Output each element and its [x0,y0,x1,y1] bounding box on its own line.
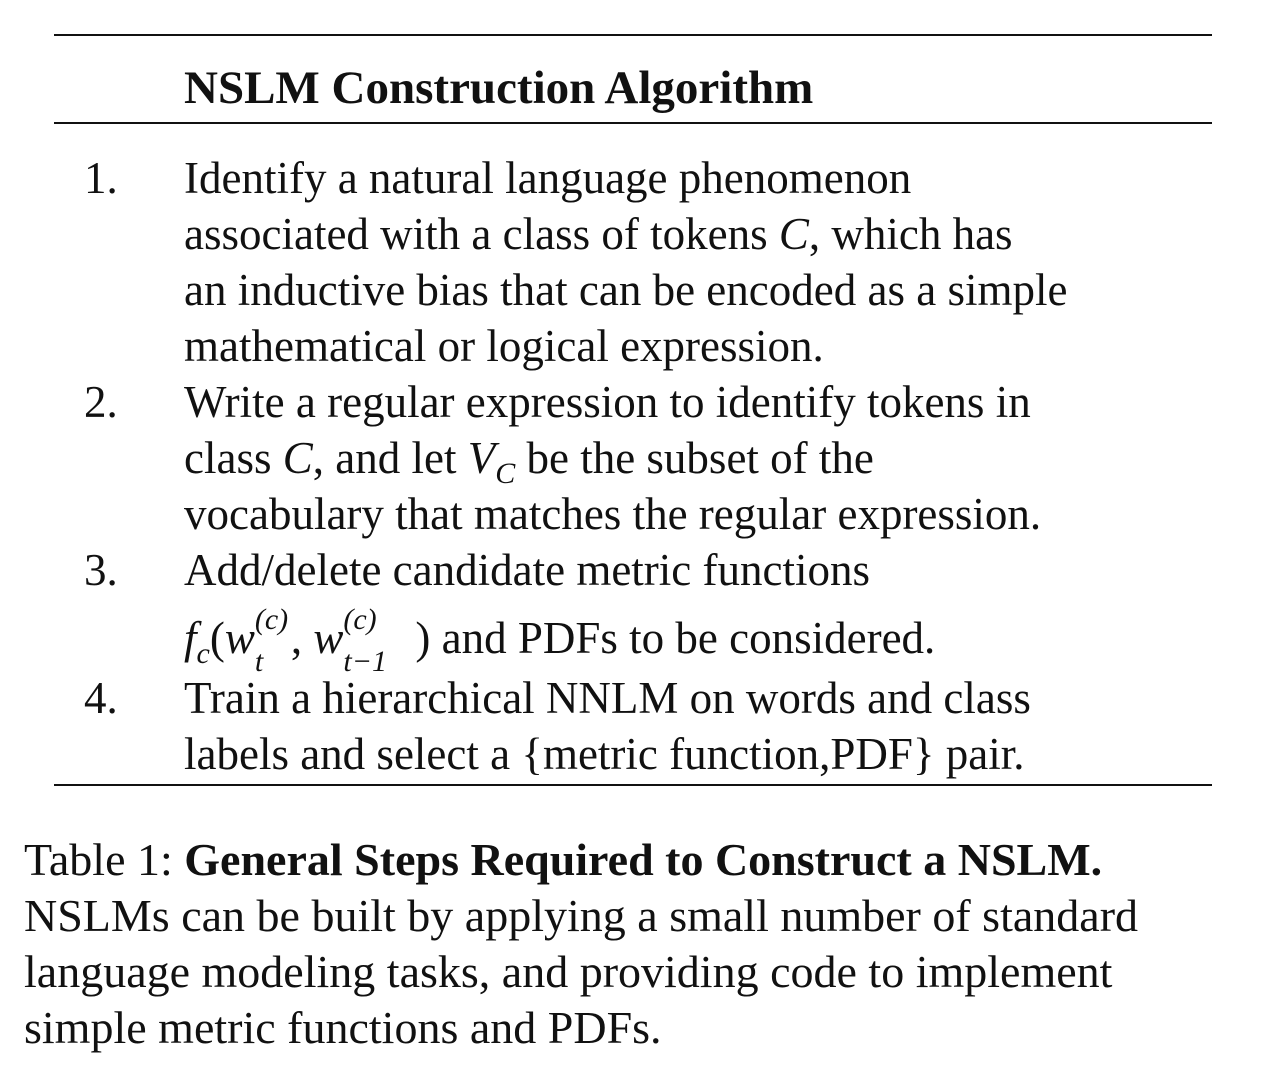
math-superscript-c: (c) [343,603,377,636]
step-number: 1. [84,153,118,203]
step-formula-line [184,603,936,678]
math-paren-open: ( [209,613,225,663]
math-subscript-t-minus-1: t−1 [343,645,387,678]
table-header-rule [54,122,1212,124]
math-symbol-w: w [224,613,255,663]
caption-first-line [24,832,1254,888]
math-symbol-v: V [467,433,496,483]
table-bottom-rule [54,784,1212,786]
step-text-line: mathematical or logical expression. [184,321,824,371]
caption-line: simple metric functions and PDFs. [24,1002,662,1053]
caption-line: NSLMs can be built by applying a small number of standard [24,890,1139,941]
table-caption [24,832,1254,1056]
math-comma: , [290,613,303,663]
step-text-line: an inductive bias that can be encoded as a simple [184,265,1068,315]
step-text-line: vocabulary that matches the regular expression. [184,489,1042,539]
step-number: 2. [84,377,118,427]
step-text: associated with a class of tokens [184,209,768,259]
caption-title: General Steps Required to Construct a NSLM. [184,834,1103,885]
table-top-rule [54,34,1212,36]
step-text-line: Add/delete candidate metric functions [184,545,870,595]
math-symbol-c: C [778,209,809,259]
step-text-line [184,206,1013,262]
math-subscript-c: c [196,637,210,670]
step-number: 3. [84,545,118,595]
step-text: and PDFs to be considered. [441,613,936,663]
caption-line: language modeling tasks, and providing code to implement [24,946,1113,997]
math-superscript-c: (c) [254,603,289,636]
step-text-line: Train a hierarchical NNLM on words and class [184,673,1031,723]
math-subscript-t: t [254,645,264,678]
caption-label: Table 1: [24,834,185,885]
step-text: be the subset of the [526,433,874,483]
math-supsub-t [254,603,291,678]
math-symbol-f: f [184,613,197,663]
step-text-line: Identify a natural language phenomenon [184,153,912,203]
math-symbol-w: w [313,613,344,663]
table-title: NSLM Construction Algorithm [184,62,814,114]
math-symbol-c: C [282,433,313,483]
math-paren-close: ) [415,613,431,663]
step-text: , which has [808,209,1013,259]
step-number: 4. [84,673,118,723]
math-supsub-t-minus-1 [343,603,415,678]
step-text-line: Write a regular expression to identify tokens in [184,377,1031,427]
step-text-line [184,430,874,492]
math-subscript-c: C [495,457,516,490]
step-text: , and let [312,433,457,483]
step-text-line: labels and select a {metric function,PDF} pair. [184,729,1025,779]
step-text: class [184,433,272,483]
